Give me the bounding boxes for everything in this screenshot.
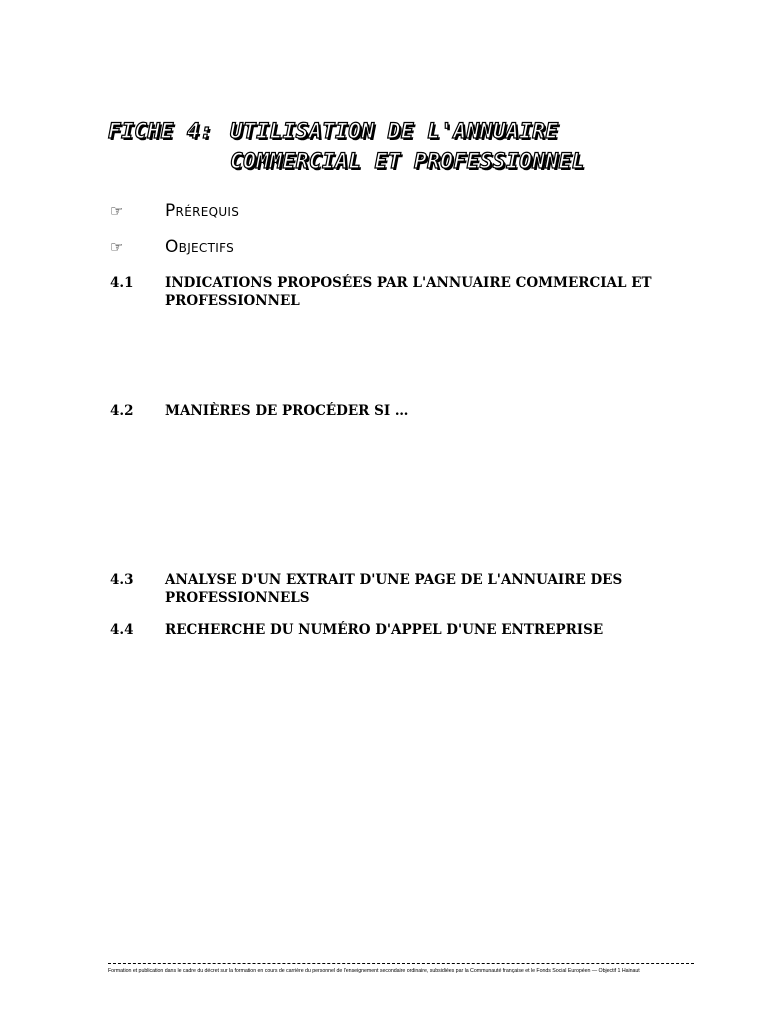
section-number: 4.2 [110, 403, 134, 419]
section-title: ANALYSE D'UN EXTRAIT D'UNE PAGE DE L'ANNUAIRE DES PROFESSIONNELS [165, 572, 623, 606]
pointing-hand-icon: ☞ [110, 202, 124, 220]
section-title: INDICATIONS PROPOSÉES PAR L'ANNUAIRE COMMERCIAL ET PROFESSIONNEL [165, 275, 652, 309]
title-prefix: FICHE 4: [108, 119, 214, 143]
footer-divider [108, 963, 694, 964]
title-line-1: UTILISATION DE L'ANNUAIRE [230, 119, 559, 143]
section-number: 4.3 [110, 572, 134, 588]
bullet-prerequis [110, 201, 239, 221]
section-4-4 [110, 621, 685, 639]
footer-note: Formation et publication dans le cadre du décret sur la formation en cours de carrière du personnel de l'enseignement secondaire ordinaire, subsidiées par la Communauté française et le Fonds Social Européen — Objectif 1 Hainaut [108, 968, 640, 974]
section-4-3 [110, 571, 685, 607]
bullet-objectifs [110, 237, 234, 257]
section-number: 4.1 [110, 275, 134, 291]
section-4-1 [110, 274, 685, 310]
document-title [108, 116, 728, 176]
section-4-2 [110, 402, 685, 420]
pointing-hand-icon: ☞ [110, 238, 124, 256]
bullet-label: Objectifs [165, 237, 234, 257]
title-line-2: COMMERCIAL ET PROFESSIONNEL [230, 149, 585, 173]
bullet-label: Prérequis [165, 201, 240, 221]
section-title: MANIÈRES DE PROCÉDER SI … [165, 403, 409, 419]
title-row-2 [108, 146, 728, 176]
section-title: RECHERCHE DU NUMÉRO D'APPEL D'UNE ENTREPRISE [165, 622, 604, 638]
section-number: 4.4 [110, 622, 134, 638]
title-row-1 [108, 116, 728, 146]
title-spacer [108, 146, 230, 176]
